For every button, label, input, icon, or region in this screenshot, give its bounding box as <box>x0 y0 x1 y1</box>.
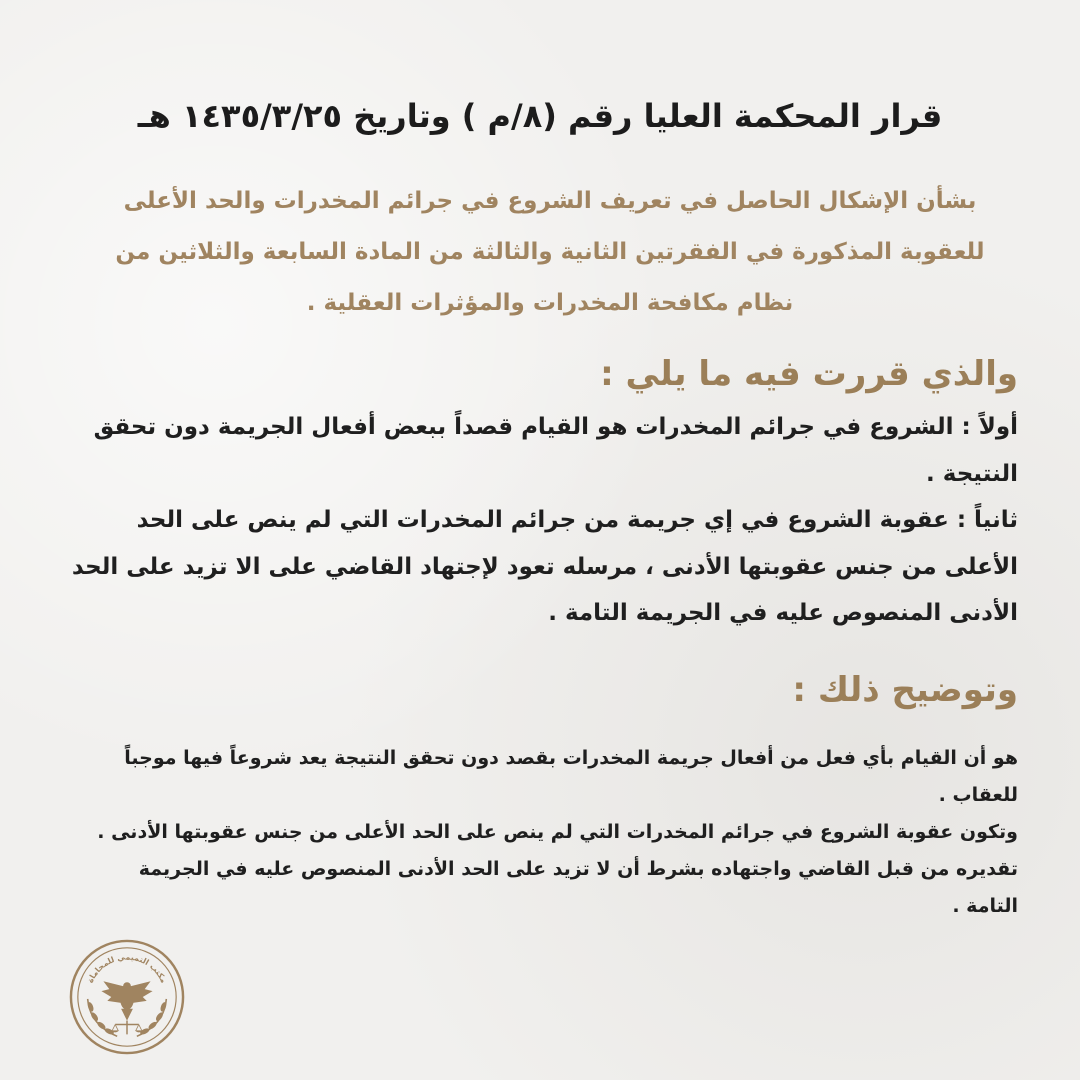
explanation-paragraph-3: تقديره من قبل القاضي واجتهاده بشرط أن لا تزيد على الحد الأدنى المنصوص عليه في الجريمة التامة . <box>138 858 1018 917</box>
explanation-paragraph-2: وتكون عقوبة الشروع في جرائم المخدرات التي لم ينص على الحد الأعلى من جنس عقوبتها الأدنى . <box>97 821 1018 843</box>
logo-text: مكتب التميمي للمحاماة <box>85 952 169 985</box>
explanation-heading: وتوضيح ذلك : <box>792 670 1018 710</box>
decision-subject: بشأن الإشكال الحاصل في تعريف الشروع في جرائم المخدرات والحد الأعلى للعقوبة المذكورة في الفقرتين الثانية والثالثة من المادة السابعة والثلاثين من نظام مكافحة المخدرات والمؤثرات العقلية . <box>115 188 985 316</box>
explanation-body <box>90 740 1018 925</box>
decision-heading: والذي قررت فيه ما يلي : <box>600 354 1018 394</box>
eagle-scales-emblem-icon <box>68 938 186 1056</box>
explanation-paragraph-1: هو أن القيام بأي فعل من أفعال جريمة المخدرات بقصد دون تحقق النتيجة يعد شروعاً فيها موجباً للعقاب . <box>124 747 1018 806</box>
decision-first-item: أولاً : الشروع في جرائم المخدرات هو القيام قصداً ببعض أفعال الجريمة دون تحقق النتيجة . <box>93 414 1018 487</box>
decision-body <box>60 404 1018 637</box>
page-title: قرار المحكمة العليا رقم (٨/م ) وتاريخ ١٤٣٥/٣/٢٥ هـ <box>137 97 943 135</box>
decision-second-item: ثانياً : عقوبة الشروع في إي جريمة من جرائم المخدرات التي لم ينص على الحد الأعلى من جنس عقوبتها الأدنى ، مرسله تعود لإجتهاد القاضي على الا تزيد على الحد الأدنى المنصوص عليه في الجريمة التامة . <box>71 507 1018 626</box>
